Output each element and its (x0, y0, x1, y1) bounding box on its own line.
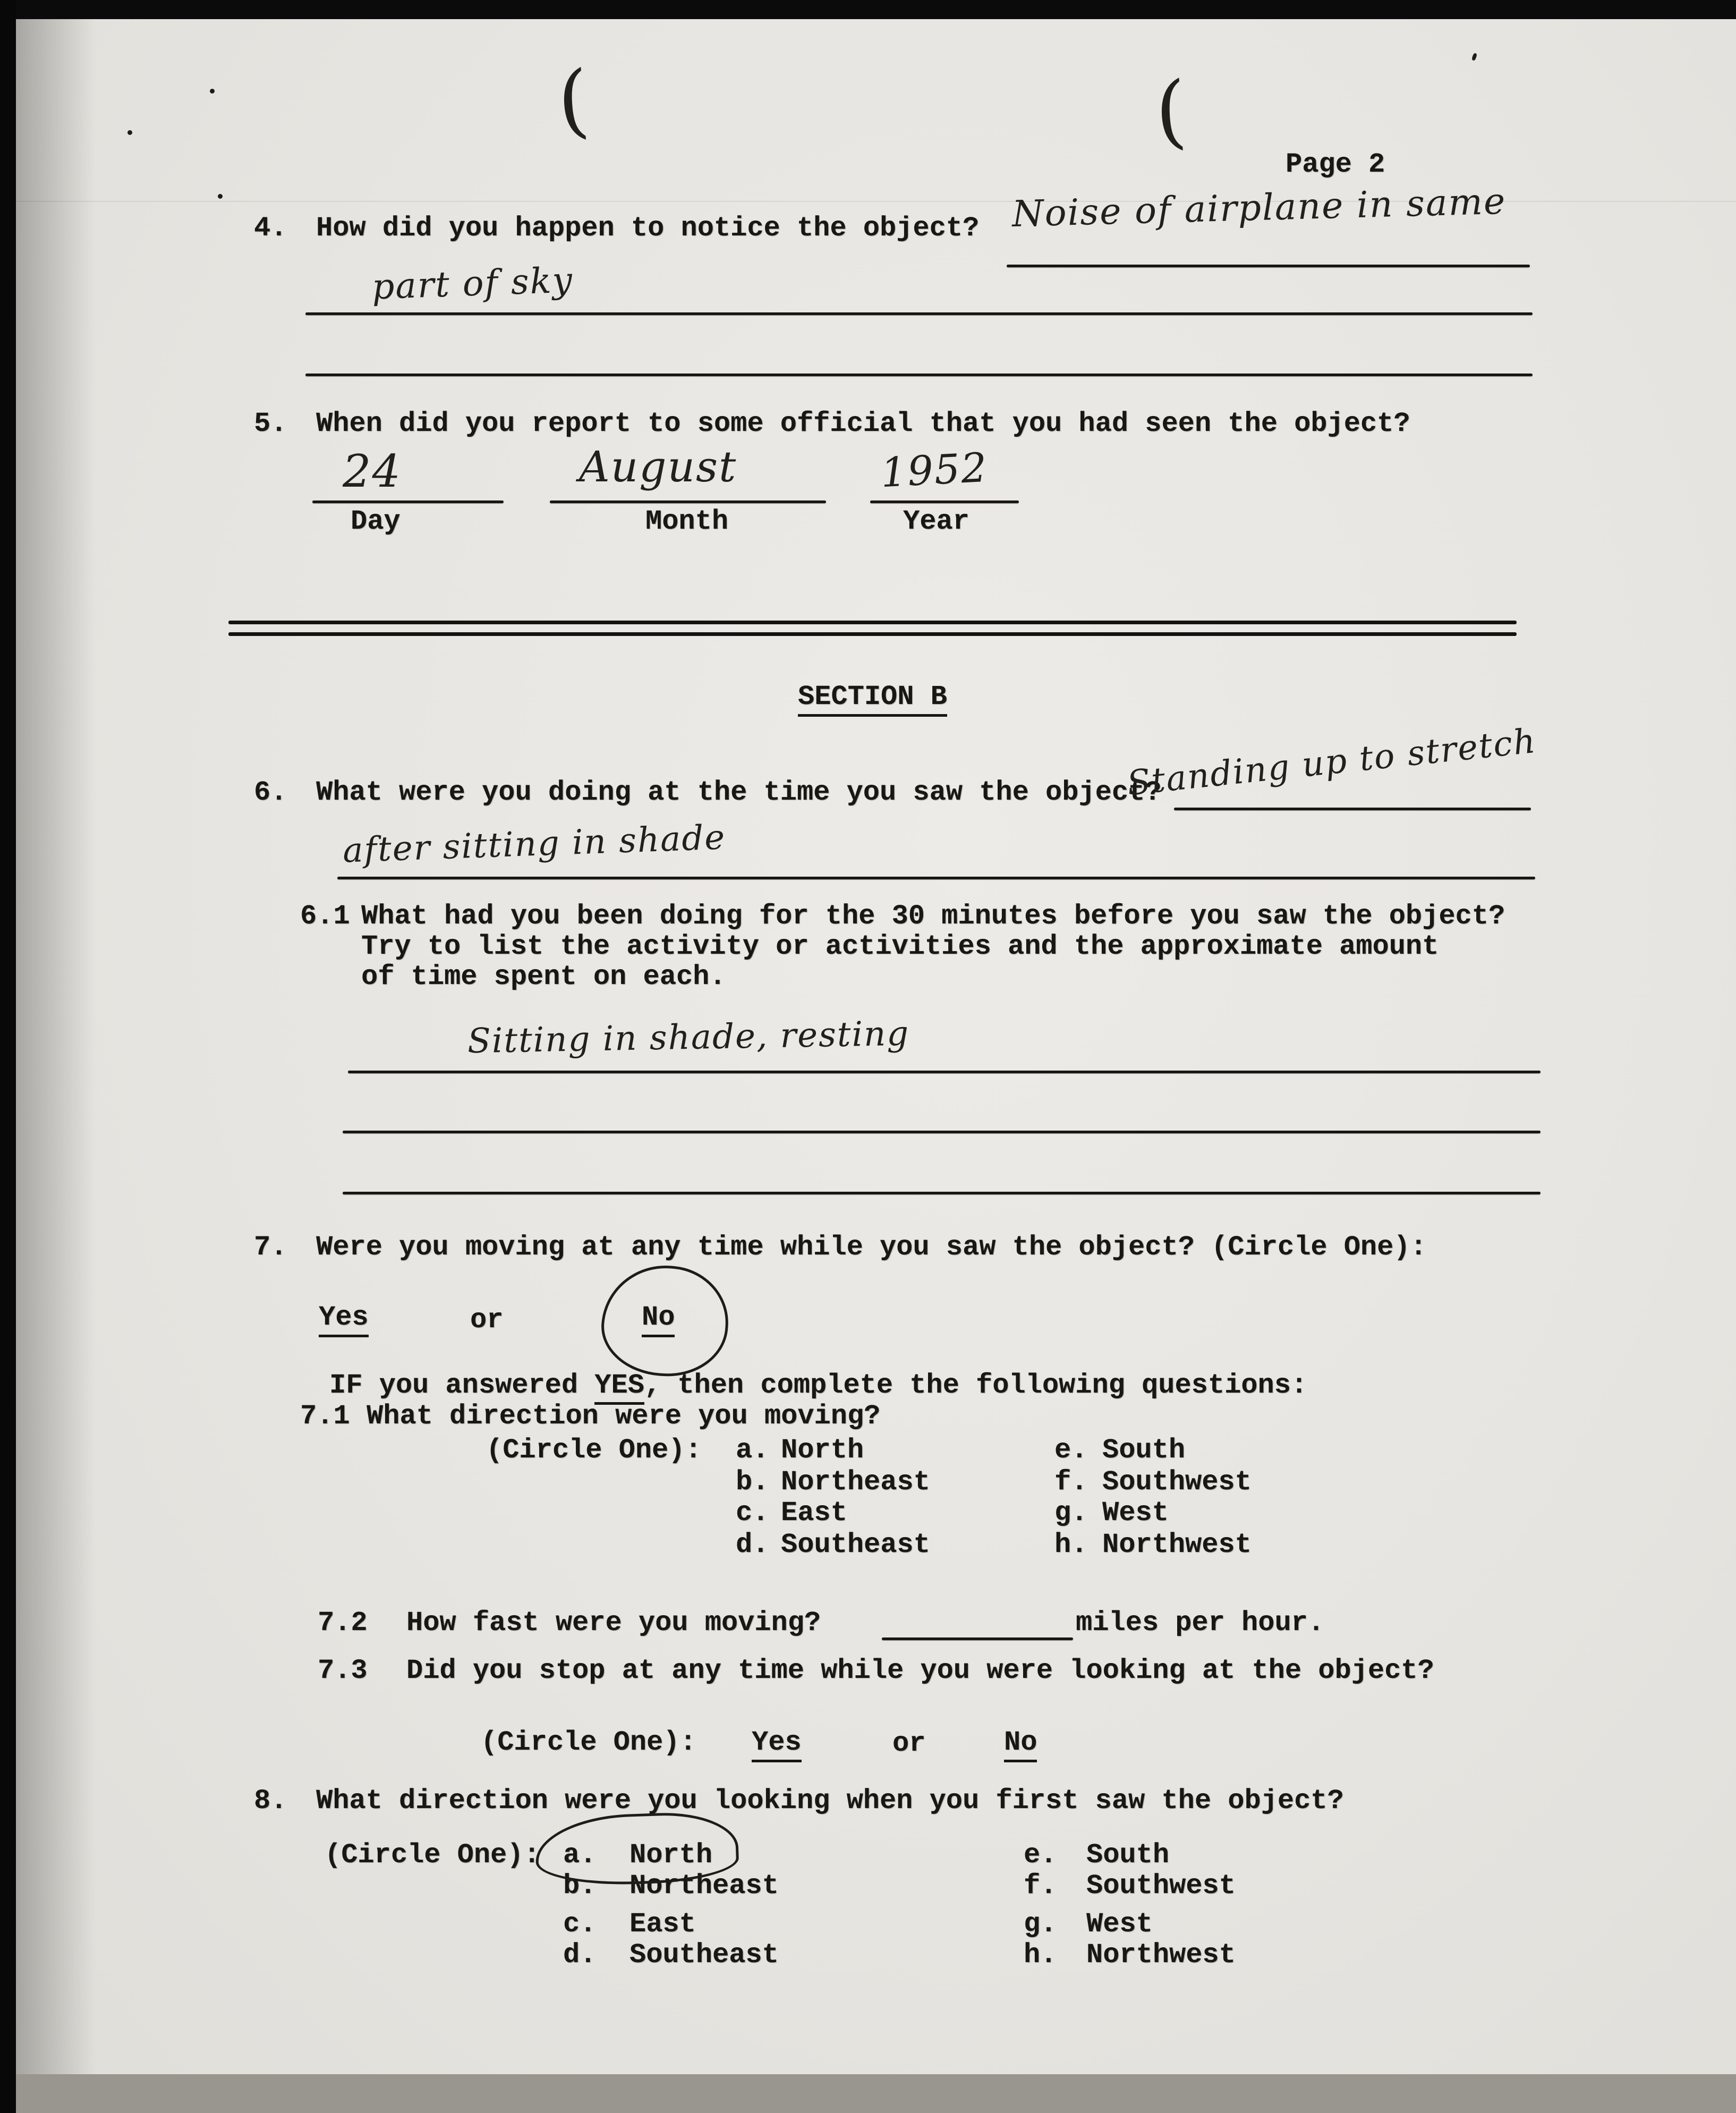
q6-handwritten-answer-line1: Standing up to stretch (1125, 721, 1538, 804)
q8-number: 8. (254, 1785, 287, 1817)
q7-1-option-h-label: Northwest (1102, 1529, 1252, 1560)
q7-if-suffix: , then complete the following questions: (644, 1370, 1308, 1401)
q7-if-yes: YES (594, 1370, 644, 1405)
q7-1-option-e-label: South (1102, 1435, 1186, 1466)
q5-year-label: Year (903, 506, 969, 537)
q8-option-h-key: h. (1024, 1939, 1057, 1971)
q4-handwritten-answer-line1: Noise of airplane in same (1011, 180, 1507, 236)
q5-handwritten-year: 1952 (879, 443, 989, 497)
section-b-title: SECTION B (798, 681, 947, 717)
scan-left-edge (0, 0, 16, 2113)
q6-1-answer-blank-1 (348, 1071, 1541, 1073)
q8-option-b-label: Northeast (629, 1870, 779, 1902)
q6-answer-blank-1 (1174, 808, 1531, 810)
q7-1-question: What direction were you moving? (367, 1401, 881, 1432)
q8-option-e-key: e. (1024, 1839, 1057, 1871)
q8-option-f-label: Southwest (1086, 1870, 1236, 1902)
scan-bottom-band (16, 2074, 1736, 2113)
q6-1-question-line1: What had you been doing for the 30 minutes before you saw the object? (361, 901, 1505, 932)
q7-1-option-d-label: Southeast (781, 1529, 930, 1560)
q7-1-option-d-key: d. (736, 1529, 769, 1560)
q7-2-answer-blank (882, 1637, 1073, 1640)
q8-option-a-key: a. (563, 1839, 597, 1871)
q5-day-label: Day (351, 506, 401, 537)
q7-3-option-yes: Yes (752, 1727, 802, 1762)
q7-1-option-f-key: f. (1054, 1466, 1088, 1498)
q7-1-option-f-label: Southwest (1102, 1466, 1252, 1498)
q4-question: How did you happen to notice the object? (316, 213, 980, 244)
q5-number: 5. (254, 408, 287, 439)
q7-1-option-b-key: b. (736, 1466, 769, 1498)
q7-1-circle-one-label: (Circle One): (486, 1435, 702, 1466)
q7-1-option-g-label: West (1102, 1497, 1169, 1529)
q7-3-option-no: No (1004, 1727, 1037, 1762)
q6-handwritten-answer-line2: after sitting in shade (342, 818, 727, 871)
q7-1-option-a-label: North (781, 1435, 864, 1466)
q7-2-number: 7.2 (318, 1607, 368, 1639)
q7-3-circle-one-label: (Circle One): (481, 1727, 696, 1758)
q8-circle-one-label: (Circle One): (325, 1839, 540, 1871)
scan-speckle (210, 89, 215, 94)
q8-option-h-label: Northwest (1086, 1939, 1236, 1971)
q8-option-g-key: g. (1024, 1908, 1057, 1940)
q6-1-number: 6.1 (300, 901, 350, 932)
q7-1-option-a-key: a. (736, 1435, 769, 1466)
scan-speckle (218, 194, 223, 199)
q6-1-question-line3: of time spent on each. (361, 961, 726, 992)
q6-1-handwritten-answer: Sitting in shade, resting (467, 1014, 910, 1062)
q7-1-option-h-key: h. (1054, 1529, 1088, 1560)
q8-option-c-key: c. (563, 1908, 597, 1940)
q7-3-or-label: or (892, 1728, 926, 1759)
q7-2-question: How fast were you moving? (406, 1607, 821, 1639)
q6-1-answer-blank-2 (343, 1131, 1541, 1133)
q7-2-units-label: miles per hour. (1076, 1607, 1325, 1639)
q7-1-option-c-label: East (781, 1497, 847, 1529)
q5-month-blank (550, 500, 826, 503)
section-divider-line-top (228, 621, 1517, 624)
q6-1-question-line2: Try to list the activity or activities and the approximate amount (361, 931, 1439, 962)
q5-handwritten-month: August (579, 442, 737, 491)
page-number: Page 2 (1286, 149, 1385, 180)
q6-number: 6. (254, 777, 287, 808)
q8-option-d-key: d. (563, 1939, 597, 1971)
q5-year-blank (870, 500, 1019, 503)
q4-number: 4. (254, 213, 287, 244)
q7-1-option-e-key: e. (1054, 1435, 1088, 1466)
q8-option-e-label: South (1086, 1839, 1170, 1871)
q5-question: When did you report to some official that you had seen the object? (316, 408, 1410, 439)
q7-1-option-b-label: Northeast (781, 1466, 930, 1498)
q7-3-number: 7.3 (318, 1655, 368, 1686)
q7-3-question: Did you stop at any time while you were looking at the object? (406, 1655, 1434, 1686)
q6-question: What were you doing at the time you saw the object? (316, 777, 1162, 808)
q7-1-option-c-key: c. (736, 1497, 769, 1529)
q5-handwritten-day: 24 (343, 445, 402, 497)
q7-if-prefix: IF you answered (329, 1370, 595, 1401)
q7-question: Were you moving at any time while you saw the object? (Circle One): (316, 1232, 1427, 1263)
scan-speckle (127, 130, 132, 135)
q8-option-d-label: Southeast (629, 1939, 779, 1971)
q7-1-option-g-key: g. (1054, 1497, 1088, 1529)
q4-answer-blank-3 (305, 374, 1533, 376)
q8-question: What direction were you looking when you first saw the object? (316, 1785, 1344, 1817)
q4-handwritten-answer-line2: part of sky (371, 259, 574, 308)
q8-option-b-key: b. (563, 1870, 597, 1902)
q8-option-g-label: West (1086, 1908, 1153, 1940)
q6-answer-blank-2 (337, 877, 1535, 879)
q4-answer-blank-1 (1007, 265, 1530, 267)
q5-month-label: Month (645, 506, 729, 537)
q7-if-instruction (329, 1370, 1307, 1402)
stray-pen-mark: ( (555, 54, 592, 148)
q7-or-label: or (470, 1304, 504, 1336)
q7-option-no: No (642, 1302, 675, 1337)
q4-answer-blank-2 (305, 312, 1533, 315)
stray-pen-mark: ( (1153, 64, 1189, 159)
q6-1-answer-blank-3 (343, 1192, 1541, 1194)
q8-option-a-label: North (629, 1839, 713, 1871)
q7-1-number: 7.1 (300, 1401, 350, 1432)
section-divider-line-bottom (228, 632, 1517, 636)
scan-left-shadow (16, 19, 96, 2074)
q7-option-yes: Yes (319, 1302, 369, 1337)
q8-option-c-label: East (629, 1908, 696, 1940)
q8-option-f-key: f. (1024, 1870, 1057, 1902)
q7-number: 7. (254, 1232, 287, 1263)
q5-day-blank (312, 500, 504, 503)
